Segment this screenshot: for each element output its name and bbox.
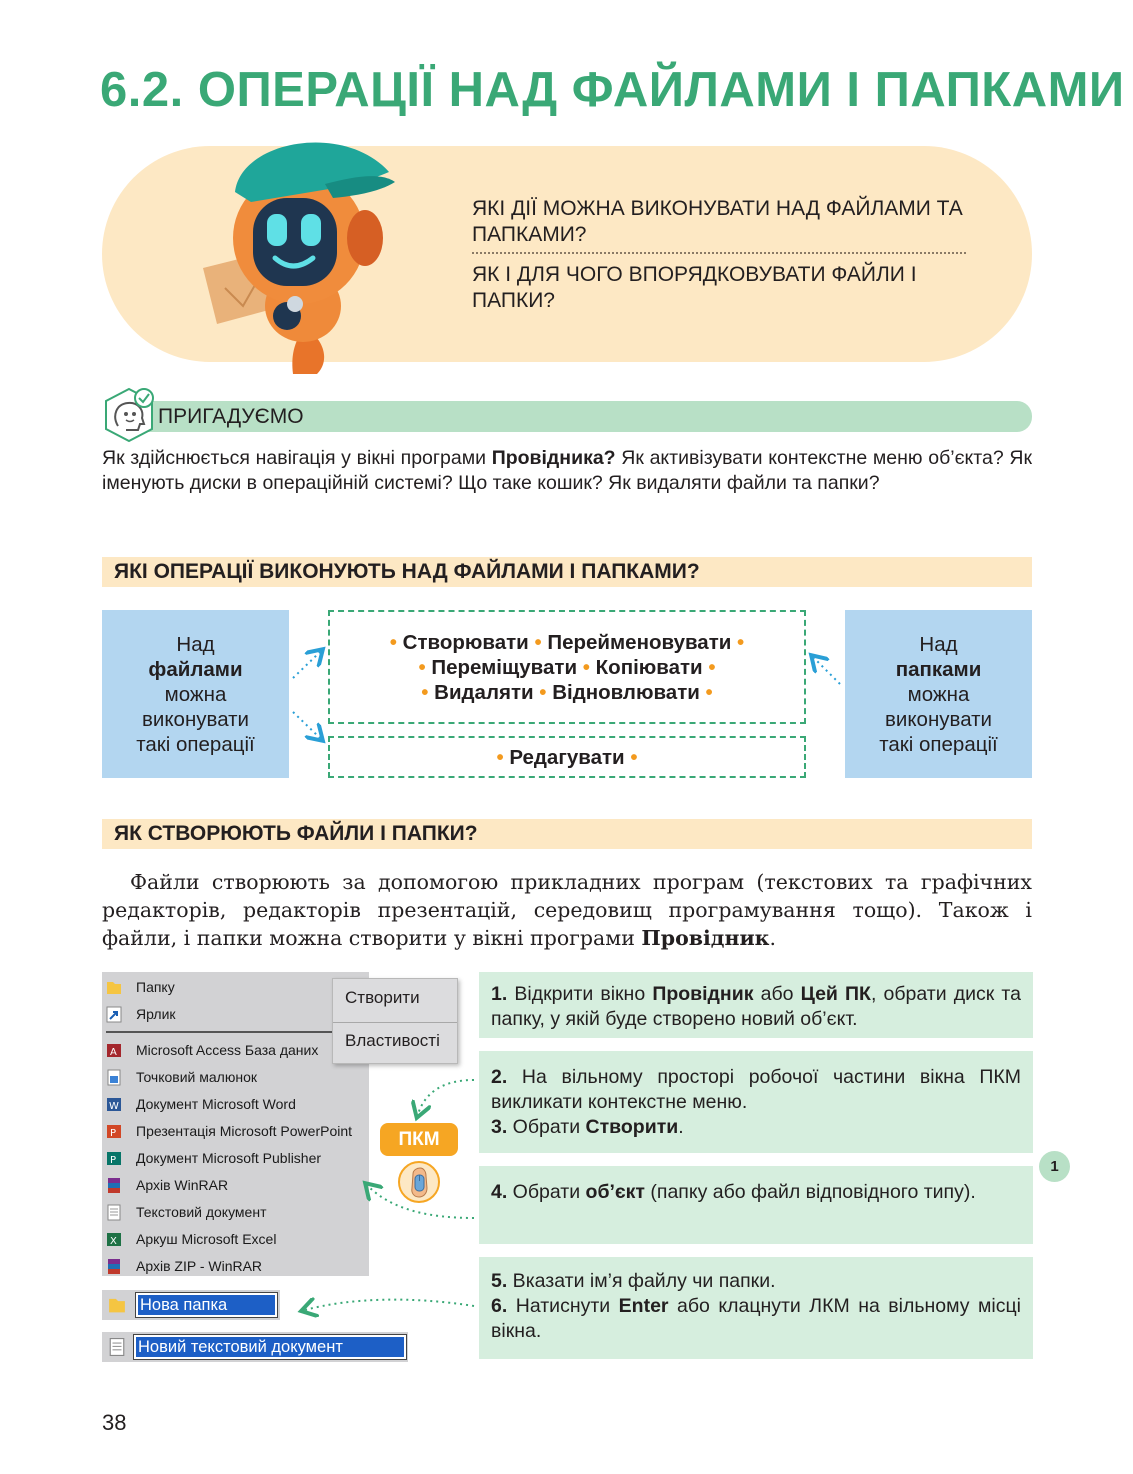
section-operations-title: ЯКІ ОПЕРАЦІЇ ВИКОНУЮТЬ НАД ФАЙЛАМИ І ПАПКАМИ?: [114, 560, 700, 583]
common-operations-box: • Створювати • Перейменовувати • • Переміщувати • Копіювати • • Видаляти • Відновлювати •: [328, 610, 806, 724]
text-document-icon: [108, 1337, 126, 1357]
remember-text: Як здійснюється навігація у вікні програми Провідника? Як активізувати контекстне меню об’єкта? Як іменують диски в операційній системі? Що таке кошик? Як видаляти файли та папки?: [102, 447, 1032, 494]
menu-item-word[interactable]: W Документ Microsoft Word: [106, 1091, 296, 1117]
page-title: 6.2. ОПЕРАЦІЇ НАД ФАЙЛАМИ І ПАПКАМИ: [100, 63, 1125, 117]
menu-item-powerpoint[interactable]: P Презентація Microsoft PowerPoint: [106, 1118, 352, 1144]
zip-archive-icon: [106, 1258, 122, 1275]
powerpoint-icon: [106, 1123, 122, 1140]
svg-text:W: W: [109, 1100, 119, 1112]
remember-label: ПРИГАДУЄМО: [158, 405, 304, 428]
folder-icon: [106, 979, 122, 996]
menu-item-text-document[interactable]: Текстовий документ: [106, 1199, 266, 1225]
step-4: 4. Обрати об’єкт (папку або файл відповідного типу).: [479, 1166, 1033, 1244]
menu-item-publisher[interactable]: P Документ Microsoft Publisher: [106, 1145, 321, 1171]
menu-item-winrar[interactable]: Архів WinRAR: [106, 1172, 228, 1198]
arrow-folders-to-ops: [814, 658, 840, 684]
intro-question-2: ЯК І ДЛЯ ЧОГО ВПОРЯДКОВУВАТИ ФАЙЛИ І ПАПКИ?: [472, 263, 917, 312]
svg-text:X: X: [110, 1235, 117, 1247]
arrow-step2-to-menu: [418, 1080, 474, 1114]
menu-item-shortcut[interactable]: Ярлик: [106, 1001, 176, 1027]
folder-icon: [108, 1295, 126, 1315]
menu-separator: [106, 1031, 332, 1033]
menu-item-folder[interactable]: Папку: [106, 974, 175, 1000]
mouse-click-icon: [397, 1160, 441, 1204]
create-paragraph: Файли створюють за допомогою прикладних програм (текстових та графічних редакторів, редакторів презентацій, середовищ програмування тощо). Також і файли, і папки можна створити у вікні програми Провідник.: [102, 870, 1032, 950]
intro-divider: [472, 252, 966, 254]
page-number: 38: [102, 1410, 127, 1435]
publisher-icon: [106, 1150, 122, 1167]
step-2-3: 2. На вільному просторі робочої частини вікна ПКМ викликати контекстне меню. 3. Обрати Створити.: [479, 1051, 1033, 1153]
menu-item-zip-winrar[interactable]: Архів ZIP - WinRAR: [106, 1253, 262, 1279]
text-document-icon: [106, 1204, 122, 1221]
files-operations-box: Над файлами можна виконувати такі операції: [102, 610, 289, 778]
step-1: 1. Відкрити вікно Провідник або Цей ПК, обрати диск та папку, у якій буде створено новий об’єкт.: [479, 972, 1033, 1038]
arrow-files-to-edit: [293, 712, 320, 738]
step-5-6: 5. Вказати ім’я файлу чи папки. 6. Натиснути Enter або клацнути ЛКМ на вільному місці вікна.: [479, 1257, 1033, 1359]
word-icon: [106, 1096, 122, 1113]
remember-head-icon: [100, 386, 158, 444]
pkm-badge: ПКМ: [380, 1123, 458, 1156]
menu-item-access[interactable]: A Microsoft Access База даних: [106, 1037, 318, 1063]
access-icon: [106, 1042, 122, 1059]
shortcut-icon: [106, 1006, 122, 1023]
section-create-title: ЯК СТВОРЮЮТЬ ФАЙЛИ І ПАПКИ?: [114, 822, 478, 845]
svg-text:A: A: [110, 1046, 117, 1058]
submenu-create[interactable]: Створити: [345, 988, 420, 1007]
folders-operations-box: Над папками можна виконувати такі операції: [845, 610, 1032, 778]
edit-operation-box: • Редагувати •: [328, 736, 806, 778]
new-text-document-name-input[interactable]: Новий текстовий документ: [134, 1335, 406, 1359]
arrow-files-to-ops: [293, 652, 320, 678]
arrow-step5-to-rename: [305, 1300, 474, 1310]
svg-text:P: P: [110, 1127, 117, 1139]
figure-number-badge: 1: [1039, 1151, 1070, 1182]
new-folder-name-input[interactable]: Нова папка: [136, 1293, 277, 1317]
submenu-properties[interactable]: Властивості: [345, 1031, 440, 1050]
excel-icon: [106, 1231, 122, 1248]
winrar-icon: [106, 1177, 122, 1194]
menu-item-bitmap[interactable]: Точковий малюнок: [106, 1064, 257, 1090]
submenu-separator: [333, 1022, 457, 1023]
svg-text:P: P: [110, 1154, 117, 1166]
menu-item-excel[interactable]: X Аркуш Microsoft Excel: [106, 1226, 276, 1252]
robot-mascot-illustration: [195, 128, 405, 376]
bitmap-icon: [106, 1069, 122, 1086]
intro-question-1: ЯКІ ДІЇ МОЖНА ВИКОНУВАТИ НАД ФАЙЛАМИ ТА ПАПКАМИ?: [472, 197, 963, 246]
